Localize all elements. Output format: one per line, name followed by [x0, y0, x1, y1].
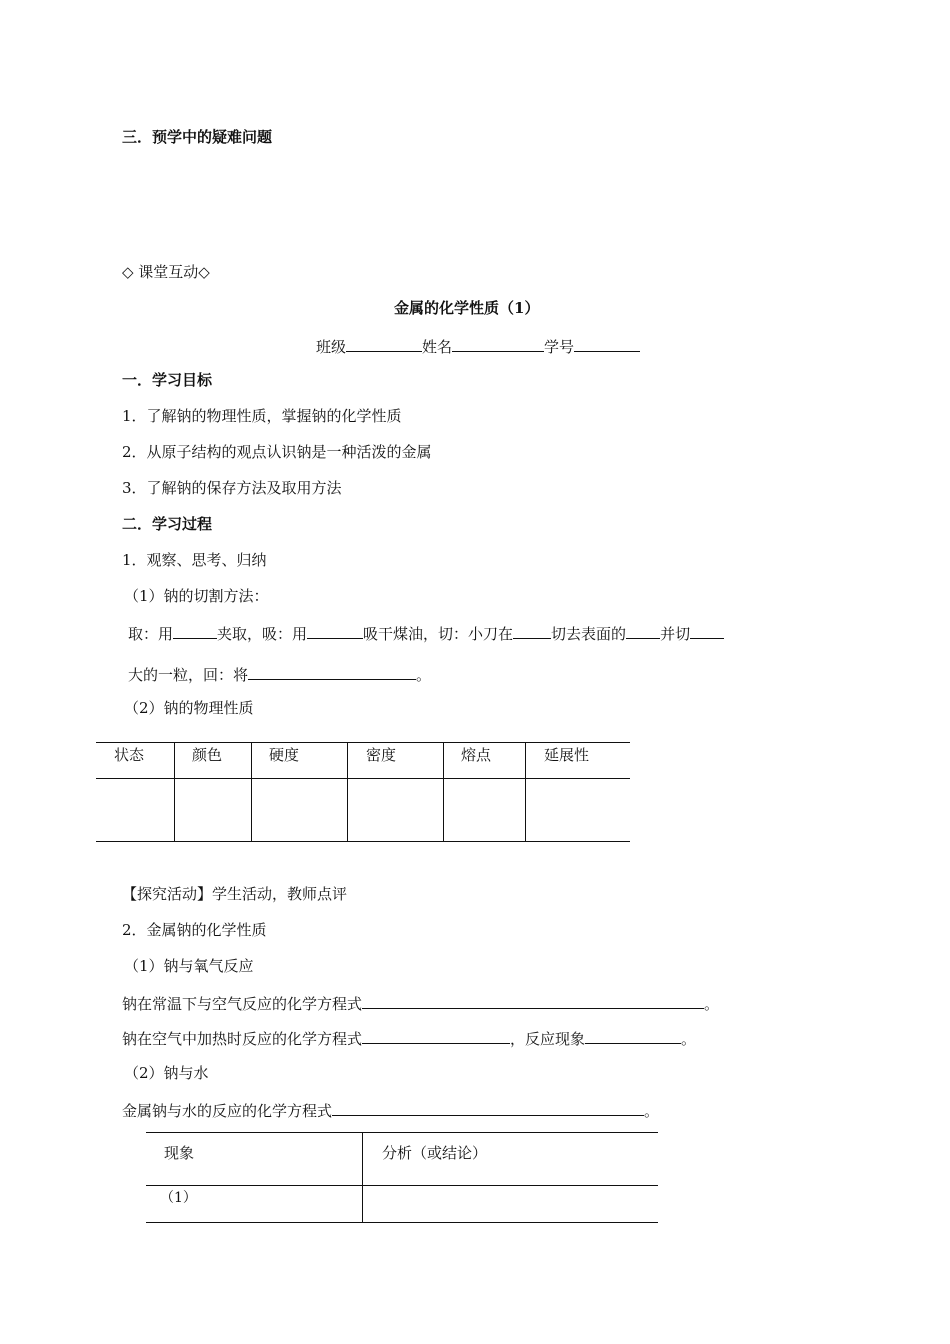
blank-return[interactable]: [248, 663, 416, 680]
table-header-rule: [96, 778, 630, 779]
student-info-line: [316, 335, 640, 357]
cut-text-1: 取：用: [128, 625, 174, 643]
blank-tool[interactable]: [173, 622, 217, 639]
oxygen-text-5: 。: [681, 1030, 697, 1048]
cut-text-3: 吸干煤油，切：小刀在: [363, 625, 514, 643]
goal-item-3: 3．了解钠的保存方法及取用方法: [122, 479, 342, 497]
class-label: 班级: [316, 338, 347, 356]
goal-item-1: 1．了解钠的物理性质，掌握钠的化学性质: [122, 407, 402, 425]
header-phenomenon: 现象: [164, 1144, 195, 1162]
oxygen-line-2: [122, 1027, 696, 1049]
goals-heading: 一．学习目标: [122, 371, 213, 389]
header-analysis: 分析（或结论）: [382, 1144, 488, 1162]
classroom-interaction-marker: ◇ 课堂互动◇: [122, 263, 210, 281]
process-heading: 二．学习过程: [122, 515, 213, 533]
table-divider: [251, 742, 252, 841]
water-reaction-title: （2）钠与水: [124, 1064, 209, 1082]
header-state: 状态: [114, 746, 145, 764]
cut-method-line-2: [128, 663, 431, 685]
table-divider: [174, 742, 175, 841]
name-blank[interactable]: [452, 335, 544, 352]
table-divider: [525, 742, 526, 841]
header-melting-point: 熔点: [461, 746, 492, 764]
chem-step-2: 2．金属钠的化学性质: [122, 921, 267, 939]
blank-size[interactable]: [690, 622, 724, 639]
cut-text-2: 夹取，吸：用: [217, 625, 308, 643]
table-divider: [362, 1132, 363, 1222]
table-top-rule: [146, 1132, 658, 1133]
table-top-rule: [96, 742, 630, 743]
oxygen-text-2: 。: [704, 995, 720, 1013]
oxygen-text-3: 钠在空气中加热时反应的化学方程式: [122, 1030, 363, 1048]
blank-phenomenon[interactable]: [585, 1027, 681, 1044]
cut-method-line-1: [128, 622, 724, 644]
blank-absorb[interactable]: [307, 622, 363, 639]
process-step-1: 1．观察、思考、归纳: [122, 551, 267, 569]
header-density: 密度: [366, 746, 397, 764]
cut-text-7: 。: [416, 666, 432, 684]
table-header-rule: [146, 1185, 658, 1186]
id-blank[interactable]: [574, 335, 640, 352]
oxygen-reaction-title: （1）钠与氧气反应: [124, 957, 254, 975]
id-label: 学号: [544, 338, 575, 356]
blank-surface[interactable]: [626, 622, 660, 639]
water-equation-line: [122, 1099, 659, 1121]
blank-room-temp-equation[interactable]: [362, 992, 704, 1009]
oxygen-line-1: [122, 992, 719, 1014]
table-divider: [443, 742, 444, 841]
header-ductility: 延展性: [544, 746, 590, 764]
cut-text-4: 切去表面的: [551, 625, 627, 643]
goal-item-2: 2．从原子结构的观点认识钠是一种活泼的金属: [122, 443, 432, 461]
cut-text-5: 并切: [660, 625, 691, 643]
section-3-heading: 三．预学中的疑难问题: [122, 128, 273, 146]
cut-method-title: （1）钠的切割方法：: [124, 587, 269, 605]
blank-heated-equation[interactable]: [362, 1027, 510, 1044]
class-blank[interactable]: [346, 335, 422, 352]
blank-place[interactable]: [513, 622, 551, 639]
water-text-1: 金属钠与水的反应的化学方程式: [122, 1102, 333, 1120]
table-divider: [347, 742, 348, 841]
page-title: 金属的化学性质（1）: [394, 299, 540, 317]
oxygen-text-4: ，反应现象: [510, 1030, 586, 1048]
row-1-label: （1）: [160, 1190, 197, 1206]
oxygen-text-1: 钠在常温下与空气反应的化学方程式: [122, 995, 363, 1013]
exploration-activity: 【探究活动】学生活动，教师点评: [122, 885, 348, 903]
physical-properties-title: （2）钠的物理性质: [124, 699, 254, 717]
header-hardness: 硬度: [269, 746, 300, 764]
header-color: 颜色: [192, 746, 223, 764]
blank-water-equation[interactable]: [332, 1099, 644, 1116]
name-label: 姓名: [422, 338, 453, 356]
table-bottom-rule: [96, 841, 630, 842]
cut-text-6: 大的一粒，回：将: [128, 666, 249, 684]
table-bottom-rule: [146, 1222, 658, 1223]
water-text-2: 。: [644, 1102, 660, 1120]
